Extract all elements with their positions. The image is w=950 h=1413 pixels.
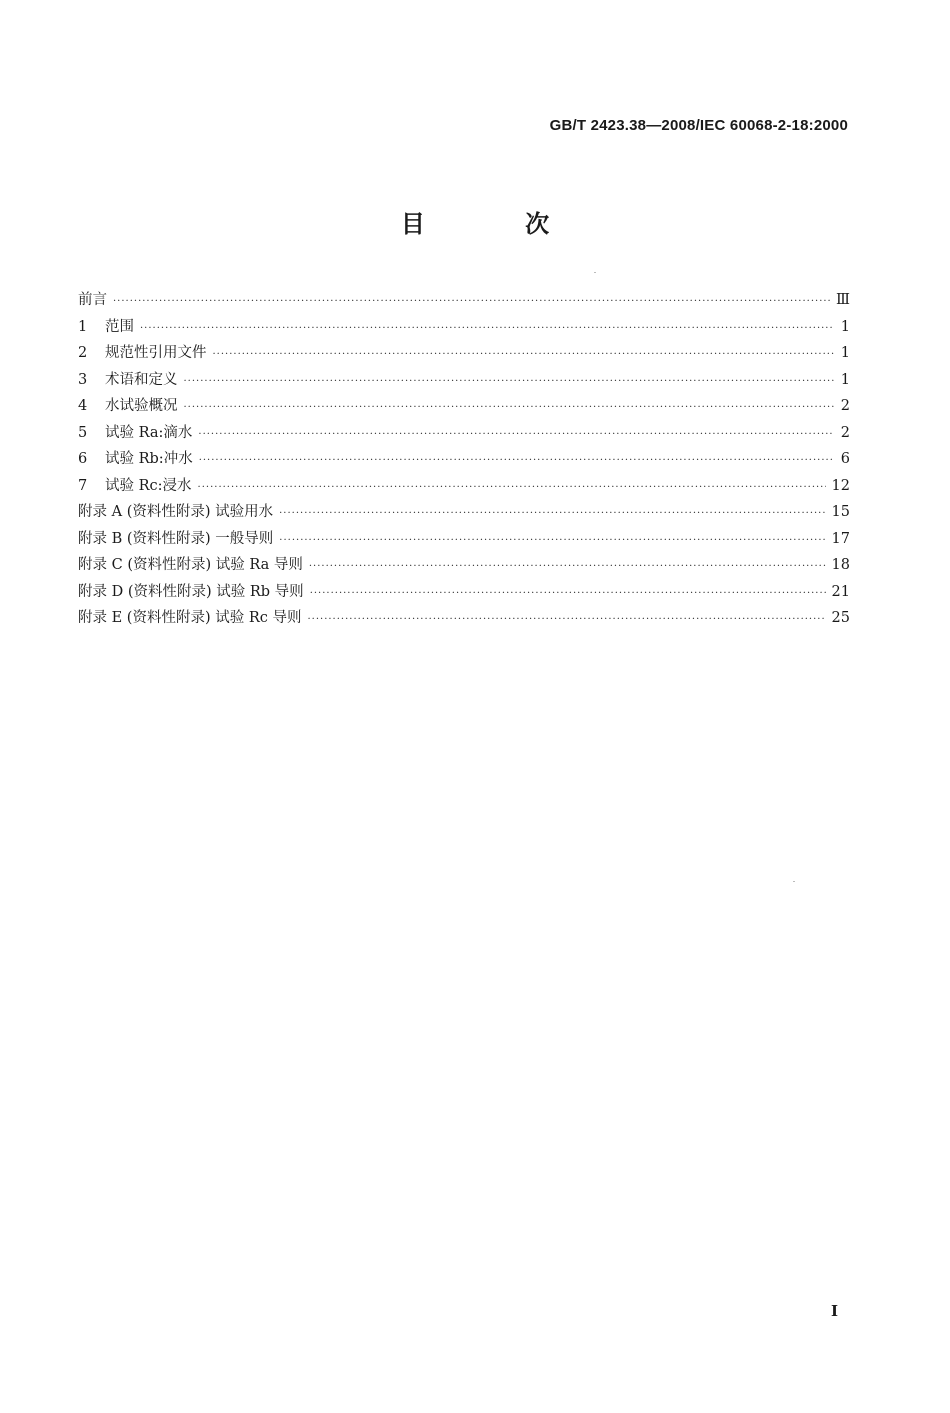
toc-entry-label: 试验 Ra:滴水 [105, 424, 193, 441]
toc-entry-6[interactable] [78, 446, 850, 473]
dot-leader [184, 395, 835, 421]
toc-entry-label: 试验 Rb:冲水 [105, 451, 193, 467]
toc-entry-number: 3 [78, 371, 88, 388]
toc-entry-annex-c[interactable] [78, 552, 850, 579]
table-of-contents [78, 287, 850, 632]
toc-entry-page: 6 [840, 451, 850, 467]
dot-leader [140, 316, 834, 342]
toc-entry-label: 前言 [78, 292, 107, 308]
toc-entry-number: 2 [78, 345, 88, 361]
toc-entry-label: 范围 [105, 318, 134, 335]
toc-entry-number: 7 [78, 477, 88, 494]
toc-entry-number: 5 [78, 424, 88, 441]
toc-entry-page: 21 [831, 583, 850, 600]
dot-leader [310, 581, 826, 607]
toc-entry-annex-b[interactable] [78, 526, 850, 553]
toc-entry-page: 25 [831, 610, 850, 626]
toc-entry-2[interactable] [78, 340, 850, 367]
toc-entry-label: 试验 Rc:浸水 [105, 477, 192, 494]
toc-entry-label: 附录 A (资料性附录) 试验用水 [78, 504, 274, 520]
toc-entry-page: 1 [840, 371, 850, 388]
toc-entry-5[interactable] [78, 420, 850, 447]
dot-leader [309, 554, 826, 580]
toc-entry-number: 1 [78, 318, 88, 335]
toc-entry-annex-d[interactable] [78, 579, 850, 606]
standard-code: GB/T 2423.38—2008/IEC 60068-2-18:2000 [549, 117, 848, 134]
toc-entry-7[interactable] [78, 473, 850, 500]
dot-leader [307, 607, 825, 633]
toc-entry-page: 17 [831, 530, 850, 547]
toc-entry-page: 18 [831, 557, 850, 573]
toc-entry-page: 15 [831, 504, 850, 520]
toc-entry-page: 1 [840, 318, 850, 335]
toc-entry-label: 附录 D (资料性附录) 试验 Rb 导则 [78, 583, 304, 600]
toc-entry-number: 6 [78, 451, 88, 467]
toc-entry-number: 4 [78, 398, 88, 414]
toc-entry-label: 附录 C (资料性附录) 试验 Ra 导则 [78, 557, 303, 573]
scan-speck [793, 881, 795, 882]
dot-leader [279, 528, 825, 554]
dot-leader [198, 475, 826, 501]
dot-leader [213, 342, 835, 368]
toc-entry-page: 2 [840, 424, 850, 441]
toc-entry-label: 附录 B (资料性附录) 一般导则 [78, 530, 274, 547]
toc-entry-page: 2 [840, 398, 850, 414]
toc-entry-foreword[interactable] [78, 287, 850, 314]
toc-entry-1[interactable] [78, 314, 850, 341]
toc-entry-4[interactable] [78, 393, 850, 420]
toc-entry-annex-a[interactable] [78, 499, 850, 526]
dot-leader [198, 422, 834, 448]
page-number: I [830, 1302, 838, 1320]
dot-leader [199, 448, 834, 474]
toc-entry-label: 水试验概况 [105, 398, 178, 414]
scan-speck [594, 272, 596, 273]
dot-leader [279, 501, 825, 527]
toc-entry-page: Ⅲ [836, 292, 850, 308]
dot-leader [184, 369, 835, 395]
toc-entry-label: 附录 E (资料性附录) 试验 Rc 导则 [78, 610, 302, 626]
toc-entry-label: 规范性引用文件 [105, 345, 207, 361]
page-title: 目 次 [400, 210, 596, 238]
toc-entry-3[interactable] [78, 367, 850, 394]
toc-entry-page: 12 [831, 477, 850, 494]
toc-entry-page: 1 [840, 345, 850, 361]
toc-entry-label: 术语和定义 [105, 371, 178, 388]
dot-leader [113, 289, 830, 315]
toc-entry-annex-e[interactable] [78, 605, 850, 632]
